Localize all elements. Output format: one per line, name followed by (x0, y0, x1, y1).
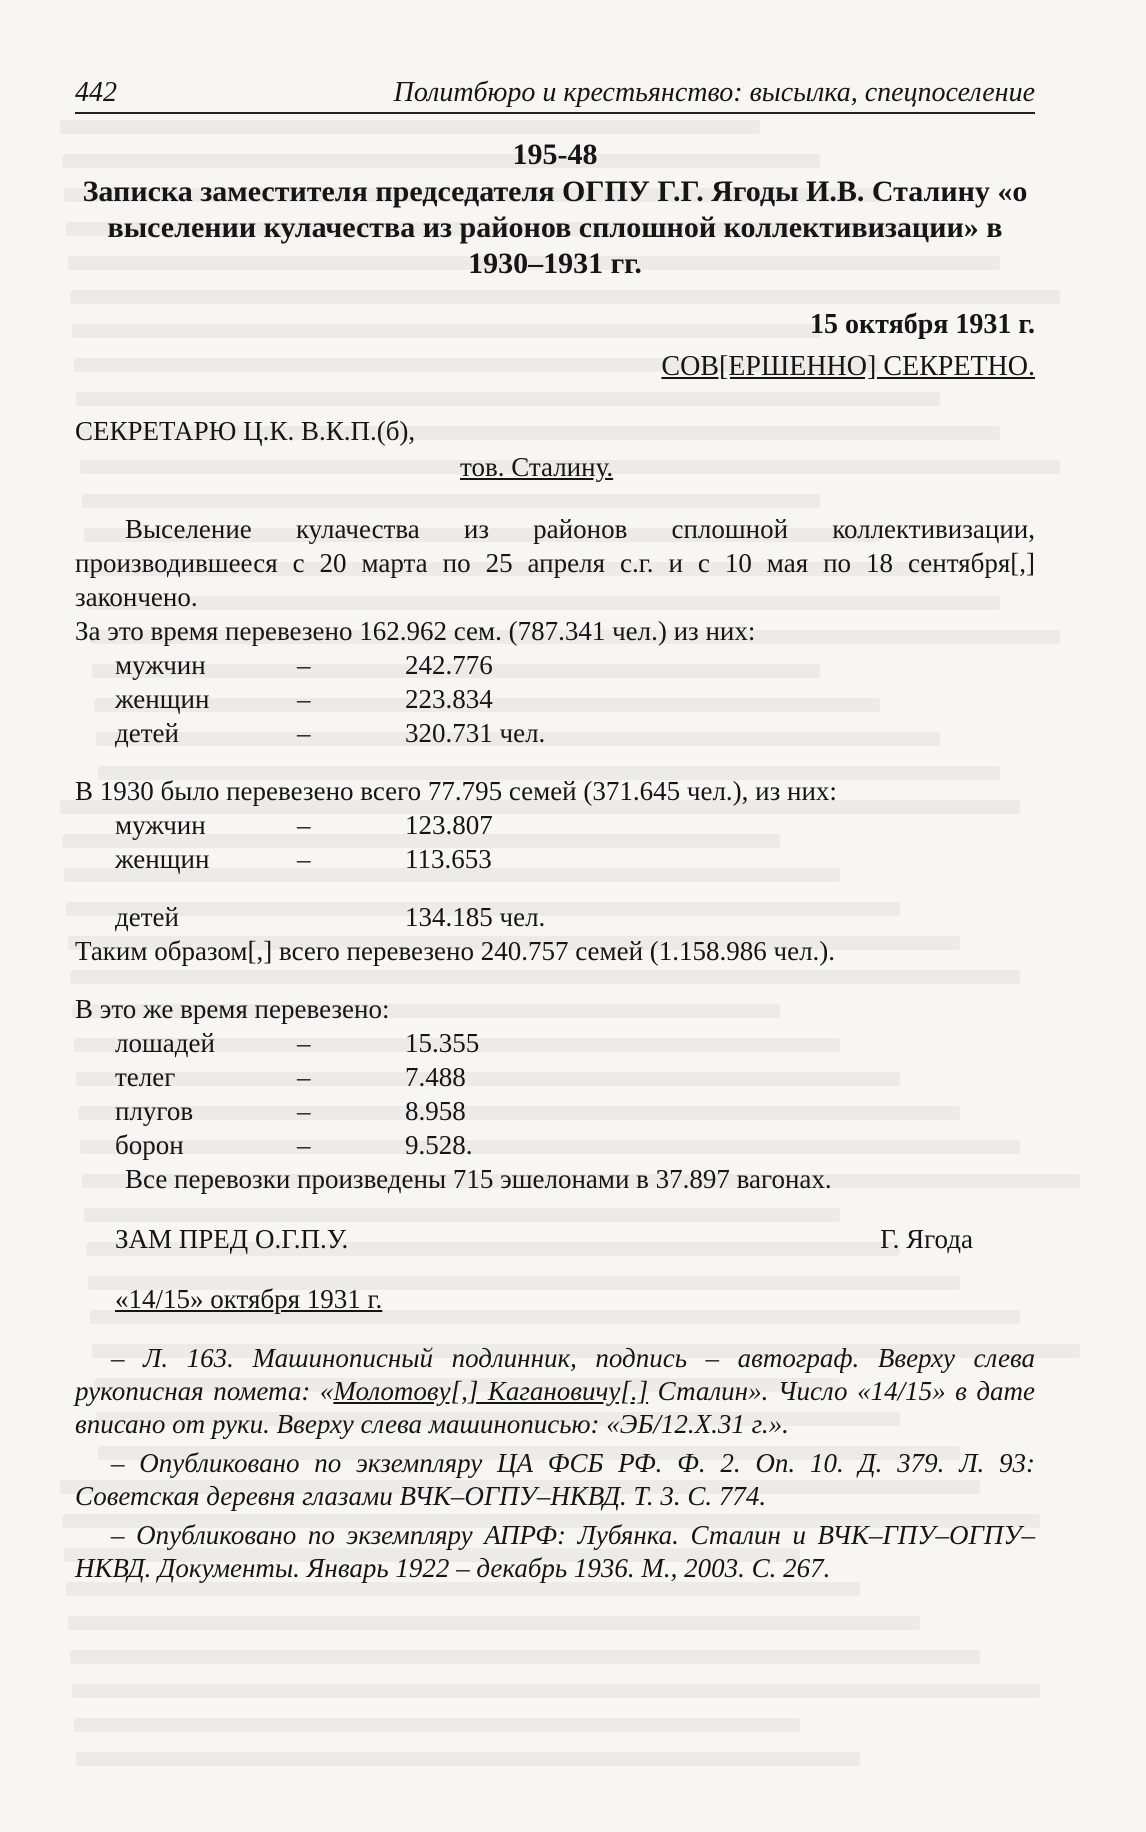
running-header (75, 70, 1035, 114)
total-all-line: Таким образом[,] всего перевезено 240.757 семей (1.158.986 чел.). (75, 936, 836, 966)
list-row-label: плугов (115, 1096, 194, 1126)
note-3: – Опубликовано по экземпляру АПРФ: Лубянка. Сталин и ВЧК–ГПУ–ОГПУ–НКВД. Документы. Январь 1922 – декабрь 1936. М., 2003. С. 267. (75, 1520, 1035, 1583)
list-row (75, 648, 1035, 682)
classification-stamp (75, 350, 1035, 384)
list-row-label: детей (115, 718, 179, 748)
document-date: 15 октября 1931 г. (810, 309, 1035, 340)
classification-text: СОВ[ЕРШЕННО] СЕКРЕТНО. (661, 351, 1035, 382)
list-row (75, 1094, 1035, 1128)
list-row-label: телег (115, 1062, 176, 1092)
list-row-dash: – (297, 650, 311, 680)
list-row-label: женщин (115, 844, 210, 874)
list-row-value: 123.807 (405, 810, 493, 840)
list-row (75, 1026, 1035, 1060)
breakdown-1930-b (75, 900, 1035, 934)
list-row (75, 682, 1035, 716)
inventory-intro: В это же время перевезено: (75, 994, 390, 1024)
signature-date: «14/15» октября 1931 г. (115, 1284, 383, 1314)
breakdown-1930-a (75, 808, 1035, 876)
page-content (75, 70, 1035, 1591)
list-row-dash: – (297, 684, 311, 714)
list-row (75, 716, 1035, 750)
list-row-label: мужчин (115, 650, 206, 680)
inventory-list (75, 1026, 1035, 1162)
note-1: – Л. 163. Машинописный подлинник, подпись – автограф. Вверху слева рукописная помета: «Молотову[,] Кагановичу[.] Сталин». Число «14/15» в дате вписано от руки. Вверху слева машинописью: «ЭБ/12.Х.31 г.». (75, 1343, 1036, 1439)
list-row (75, 1128, 1035, 1162)
list-row-value: 15.355 (405, 1028, 480, 1058)
list-row-label: мужчин (115, 810, 206, 840)
total-line: За это время перевезено 162.962 сем. (787.341 чел.) из них: (75, 616, 756, 646)
list-row-value: 9.528. (405, 1130, 473, 1160)
list-row-value: 7.488 (405, 1062, 466, 1092)
transport-line: Все перевозки произведены 715 эшелонами в 37.897 вагонах. (125, 1164, 832, 1194)
list-row-dash: – (297, 718, 311, 748)
signatory-name: Г. Ягода (880, 1224, 973, 1254)
document-title: Записка заместителя председателя ОГПУ Г.Г. Ягоды И.В. Сталину «о выселении кулачества из районов сплошной коллективизации» в 1930–1931 гг. (82, 175, 1028, 280)
addressee-line-1: СЕКРЕТАРЮ Ц.К. В.К.П.(б), (75, 416, 416, 446)
list-row-label: борон (115, 1130, 184, 1160)
list-row-dash: – (297, 1096, 311, 1126)
addressee-line-2: тов. Сталину. (460, 452, 614, 482)
running-title: Политбюро и крестьянство: высылка, спецпоселение (393, 77, 1035, 108)
list-row-label: женщин (115, 684, 210, 714)
list-row-dash: – (297, 1130, 311, 1160)
list-row (75, 1060, 1035, 1094)
list-row (75, 808, 1035, 842)
list-row (75, 842, 1035, 876)
list-row-value: 113.653 (405, 844, 492, 874)
list-row-dash: – (297, 1062, 311, 1092)
list-row-label: детей (115, 902, 179, 932)
list-row-dash: – (297, 844, 311, 874)
archival-notes (75, 1342, 1035, 1585)
line-1930: В 1930 было перевезено всего 77.795 семей (371.645 чел.), из них: (75, 776, 837, 806)
list-row-value: 223.834 (405, 684, 493, 714)
note-2: – Опубликовано по экземпляру ЦА ФСБ РФ. Ф. 2. Оп. 10. Д. 379. Л. 93: Советская деревня глазами ВЧК–ОГПУ–НКВД. Т. 3. С. 774. (75, 1448, 1035, 1511)
list-row-value: 320.731 чел. (405, 718, 546, 748)
list-row-dash: – (297, 810, 311, 840)
list-row-value: 134.185 чел. (405, 902, 546, 932)
list-row-dash: – (297, 1028, 311, 1058)
list-row-label: лошадей (115, 1028, 215, 1058)
breakdown-1931 (75, 648, 1035, 750)
page-number: 442 (75, 77, 117, 108)
list-row-value: 8.958 (405, 1096, 466, 1126)
signatory-position: ЗАМ ПРЕД О.Г.П.У. (115, 1224, 349, 1254)
intro-paragraph: Выселение кулачества из районов сплошной коллективизации, производившееся с 20 марта по 25 апреля с.г. и с 10 мая по 18 сентября[,] закончено. (75, 514, 1035, 612)
list-row (75, 900, 1035, 934)
signature-block (75, 1222, 1035, 1258)
list-row-value: 242.776 (405, 650, 493, 680)
note-1-underlined: Молотову[,] Кагановичу[.] (333, 1376, 649, 1406)
document-number: 195-48 (512, 138, 598, 171)
